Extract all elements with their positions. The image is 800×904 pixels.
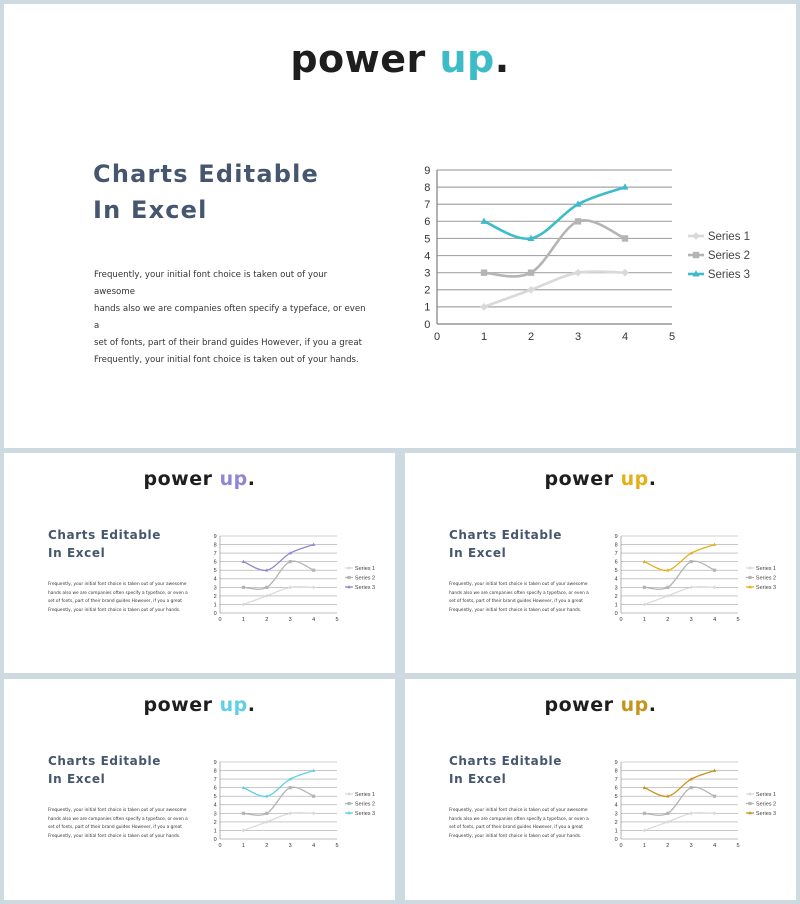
y-tick-label: 6	[614, 785, 618, 792]
data-point	[289, 786, 292, 789]
y-tick-label: 9	[213, 533, 217, 540]
series-line-3	[243, 771, 313, 797]
data-point	[481, 269, 487, 275]
x-tick-label: 5	[335, 616, 339, 623]
y-tick-label: 3	[614, 585, 618, 592]
y-tick-label: 8	[424, 181, 431, 194]
body-line: Frequently, your initial font choice is taken out of your awesome	[94, 270, 328, 297]
legend-label: Series 2	[354, 575, 376, 582]
legend-marker	[347, 792, 351, 796]
y-tick-label: 3	[424, 267, 431, 280]
series-line-2	[484, 220, 625, 276]
heading-line-2: In Excel	[48, 772, 106, 786]
legend-label: Series 3	[755, 810, 777, 817]
x-tick-label: 5	[736, 842, 740, 849]
y-tick-label: 0	[213, 610, 217, 617]
y-tick-label: 5	[614, 794, 618, 801]
data-point	[713, 811, 717, 815]
y-tick-label: 6	[614, 559, 618, 566]
data-point	[574, 269, 582, 277]
data-point	[642, 829, 646, 833]
y-tick-label: 2	[213, 593, 217, 600]
data-point	[241, 603, 245, 607]
legend-marker	[347, 576, 350, 579]
data-point	[643, 786, 647, 789]
data-point	[480, 303, 488, 311]
data-point	[713, 585, 717, 589]
brand-prefix: power	[544, 468, 621, 490]
y-tick-label: 9	[614, 759, 618, 766]
x-tick-label: 2	[265, 842, 269, 849]
heading-line-1: Charts Editable	[449, 528, 562, 542]
data-point	[713, 543, 717, 546]
legend-marker	[347, 566, 351, 570]
x-tick-label: 2	[666, 616, 670, 623]
heading-line-2: In Excel	[48, 546, 106, 560]
y-tick-label: 3	[614, 811, 618, 818]
y-tick-label: 8	[614, 542, 618, 549]
body-line: set of fonts, part of their brand guides However, if you a great	[48, 825, 182, 831]
data-point	[575, 218, 581, 224]
legend-label: Series 3	[354, 584, 376, 591]
data-point	[242, 586, 245, 589]
legend-marker	[748, 792, 752, 796]
x-tick-label: 4	[713, 616, 717, 623]
x-tick-label: 5	[335, 842, 339, 849]
x-tick-label: 0	[218, 842, 222, 849]
y-tick-label: 4	[614, 802, 618, 809]
slide-thumbnail-yellow	[405, 453, 796, 673]
data-point	[241, 829, 245, 833]
y-tick-label: 7	[614, 777, 618, 784]
data-point	[312, 585, 316, 589]
y-tick-label: 9	[213, 759, 217, 766]
body-line: Frequently, your initial font choice is taken out of your hands.	[449, 833, 582, 839]
x-tick-label: 3	[288, 842, 292, 849]
legend-marker	[693, 252, 699, 258]
body-line: Frequently, your initial font choice is taken out of your hands.	[449, 607, 582, 613]
data-point	[666, 586, 669, 589]
legend-label: Series 1	[707, 231, 751, 244]
x-tick-label: 1	[241, 842, 245, 849]
brand-prefix: power	[544, 694, 621, 716]
y-tick-label: 0	[614, 836, 618, 843]
data-point	[265, 820, 269, 824]
line-chart	[4, 453, 395, 673]
body-line: Frequently, your initial font choice is taken out of your awesome	[449, 808, 588, 813]
brand-highlight: up	[219, 694, 248, 716]
data-point	[242, 812, 245, 815]
data-point	[242, 560, 246, 563]
y-tick-label: 2	[614, 819, 618, 826]
brand-prefix: power	[143, 468, 220, 490]
legend-label: Series 1	[755, 565, 777, 572]
legend-label: Series 1	[755, 791, 777, 798]
y-tick-label: 8	[213, 768, 217, 775]
slide-thumbnail-gold	[405, 679, 796, 900]
slide-thumbnail-cyan	[4, 679, 395, 900]
body-line: Frequently, your initial font choice is taken out of your awesome	[449, 582, 588, 587]
series-line-2	[644, 561, 714, 589]
y-tick-label: 4	[213, 802, 217, 809]
body-line: set of fonts, part of their brand guides However, if you a great	[449, 825, 583, 831]
y-tick-label: 8	[614, 768, 618, 775]
body-line: Frequently, your initial font choice is taken out of your hands.	[48, 607, 181, 613]
y-tick-label: 6	[213, 559, 217, 566]
brand-highlight: up	[620, 694, 649, 716]
data-point	[713, 795, 716, 798]
legend-label: Series 1	[354, 565, 376, 572]
heading-line-1: Charts Editable	[48, 528, 161, 542]
chart-plot	[615, 534, 776, 623]
body-line: hands also we are companies often specify a typeface, or even a	[449, 816, 589, 822]
y-tick-label: 3	[213, 811, 217, 818]
body-line: Frequently, your initial font choice is taken out of your awesome	[48, 808, 187, 813]
data-point	[312, 769, 316, 772]
data-point	[621, 183, 628, 189]
series-line-3	[243, 545, 313, 571]
legend-label: Series 3	[755, 584, 777, 591]
data-point	[312, 795, 315, 798]
body-line: set of fonts, part of their brand guides However, if you a great	[449, 599, 583, 605]
y-tick-label: 7	[213, 777, 217, 784]
data-point	[622, 235, 628, 241]
body-line: Frequently, your initial font choice is taken out of your awesome	[48, 582, 187, 587]
x-tick-label: 2	[666, 842, 670, 849]
legend-label: Series 2	[354, 801, 376, 808]
y-tick-label: 5	[213, 568, 217, 575]
series-line-2	[644, 787, 714, 815]
heading-line-2: In Excel	[449, 546, 507, 560]
x-tick-label: 1	[241, 616, 245, 623]
legend-marker	[748, 576, 751, 579]
series-line-2	[243, 787, 313, 815]
brand-highlight: up	[219, 468, 248, 490]
legend-label: Series 1	[354, 791, 376, 798]
data-point	[265, 812, 268, 815]
chart-plot	[214, 760, 375, 849]
line-chart	[405, 453, 796, 673]
y-tick-label: 7	[614, 551, 618, 558]
x-tick-label: 4	[312, 842, 316, 849]
body-line: hands also we are companies often specify a typeface, or even a	[48, 816, 188, 822]
data-point	[713, 769, 717, 772]
y-tick-label: 6	[213, 785, 217, 792]
body-line: Frequently, your initial font choice is taken out of your hands.	[48, 833, 181, 839]
series-line-3	[644, 545, 714, 571]
brand-highlight: up	[620, 468, 649, 490]
data-point	[288, 585, 292, 589]
x-tick-label: 5	[668, 330, 676, 343]
data-point	[288, 811, 292, 815]
y-tick-label: 6	[424, 216, 431, 229]
x-tick-label: 0	[619, 842, 623, 849]
line-chart	[4, 679, 395, 900]
brand-suffix: .	[247, 468, 256, 490]
body-line: hands also we are companies often specify a typeface, or even a	[94, 304, 366, 331]
data-point	[527, 286, 535, 294]
body-line: set of fonts, part of their brand guides However, if you a great	[48, 599, 182, 605]
brand-prefix: power	[290, 37, 440, 81]
x-tick-label: 0	[218, 616, 222, 623]
y-tick-label: 5	[424, 233, 431, 246]
data-point	[666, 812, 669, 815]
x-tick-label: 3	[689, 842, 693, 849]
y-tick-label: 1	[213, 828, 217, 835]
heading-line-1: Charts Editable	[449, 754, 562, 768]
y-tick-label: 0	[213, 836, 217, 843]
legend-marker	[748, 802, 751, 805]
data-point	[643, 586, 646, 589]
slide-main	[4, 4, 796, 448]
x-tick-label: 0	[433, 330, 441, 343]
heading-line-1: Charts Editable	[48, 754, 161, 768]
brand-suffix: .	[494, 37, 510, 81]
chart-plot	[424, 165, 750, 343]
data-point	[312, 811, 316, 815]
y-tick-label: 9	[424, 164, 431, 177]
data-point	[642, 603, 646, 607]
y-tick-label: 7	[424, 199, 431, 212]
series-line-3	[484, 187, 625, 239]
x-tick-label: 2	[527, 330, 535, 343]
line-chart	[405, 679, 796, 900]
x-tick-label: 3	[689, 616, 693, 623]
y-tick-label: 0	[614, 610, 618, 617]
chart-plot	[615, 760, 776, 849]
series-line-3	[644, 771, 714, 797]
y-tick-label: 2	[424, 284, 431, 297]
y-tick-label: 4	[213, 576, 217, 583]
brand-suffix: .	[648, 468, 657, 490]
data-point	[265, 594, 269, 598]
data-point	[643, 560, 647, 563]
y-tick-label: 1	[424, 301, 431, 314]
y-tick-label: 1	[614, 602, 618, 609]
brand-prefix: power	[143, 694, 220, 716]
data-point	[528, 269, 534, 275]
x-tick-label: 3	[288, 616, 292, 623]
legend-label: Series 2	[755, 575, 777, 582]
y-tick-label: 7	[213, 551, 217, 558]
body-line: Frequently, your initial font choice is taken out of your hands.	[94, 355, 359, 365]
data-point	[666, 820, 670, 824]
y-tick-label: 4	[424, 250, 431, 263]
x-tick-label: 3	[574, 330, 582, 343]
legend-marker	[692, 232, 700, 240]
y-tick-label: 1	[614, 828, 618, 835]
data-point	[643, 812, 646, 815]
series-line-2	[243, 561, 313, 589]
y-tick-label: 2	[614, 593, 618, 600]
legend-marker	[347, 802, 350, 805]
x-tick-label: 1	[642, 842, 646, 849]
data-point	[242, 786, 246, 789]
heading-line-1: Charts Editable	[93, 160, 319, 188]
data-point	[480, 217, 487, 223]
legend-label: Series 3	[354, 810, 376, 817]
line-chart	[4, 4, 796, 448]
body-line: hands also we are companies often specify a typeface, or even a	[449, 590, 589, 596]
data-point	[689, 811, 693, 815]
brand-suffix: .	[648, 694, 657, 716]
x-tick-label: 4	[312, 616, 316, 623]
legend-label: Series 3	[707, 269, 751, 282]
slide-thumbnail-purple	[4, 453, 395, 673]
brand-suffix: .	[247, 694, 256, 716]
data-point	[666, 594, 670, 598]
heading-line-2: In Excel	[449, 772, 507, 786]
data-point	[312, 569, 315, 572]
chart-plot	[214, 534, 375, 623]
data-point	[621, 269, 629, 277]
data-point	[289, 560, 292, 563]
y-tick-label: 8	[213, 542, 217, 549]
y-tick-label: 3	[213, 585, 217, 592]
y-tick-label: 1	[213, 602, 217, 609]
x-tick-label: 1	[642, 616, 646, 623]
data-point	[690, 560, 693, 563]
x-tick-label: 0	[619, 616, 623, 623]
y-tick-label: 5	[213, 794, 217, 801]
y-tick-label: 9	[614, 533, 618, 540]
data-point	[713, 569, 716, 572]
x-tick-label: 5	[736, 616, 740, 623]
y-tick-label: 0	[424, 318, 431, 331]
x-tick-label: 4	[713, 842, 717, 849]
heading-line-2: In Excel	[93, 196, 208, 224]
legend-marker	[748, 566, 752, 570]
y-tick-label: 5	[614, 568, 618, 575]
data-point	[689, 585, 693, 589]
brand-highlight: up	[439, 37, 495, 81]
y-tick-label: 4	[614, 576, 618, 583]
y-tick-label: 2	[213, 819, 217, 826]
x-tick-label: 4	[621, 330, 629, 343]
legend-label: Series 2	[707, 250, 751, 263]
data-point	[265, 586, 268, 589]
body-line: set of fonts, part of their brand guides However, if you a great	[94, 338, 362, 348]
data-point	[312, 543, 316, 546]
x-tick-label: 2	[265, 616, 269, 623]
data-point	[690, 786, 693, 789]
legend-label: Series 2	[755, 801, 777, 808]
x-tick-label: 1	[480, 330, 488, 343]
body-line: hands also we are companies often specify a typeface, or even a	[48, 590, 188, 596]
